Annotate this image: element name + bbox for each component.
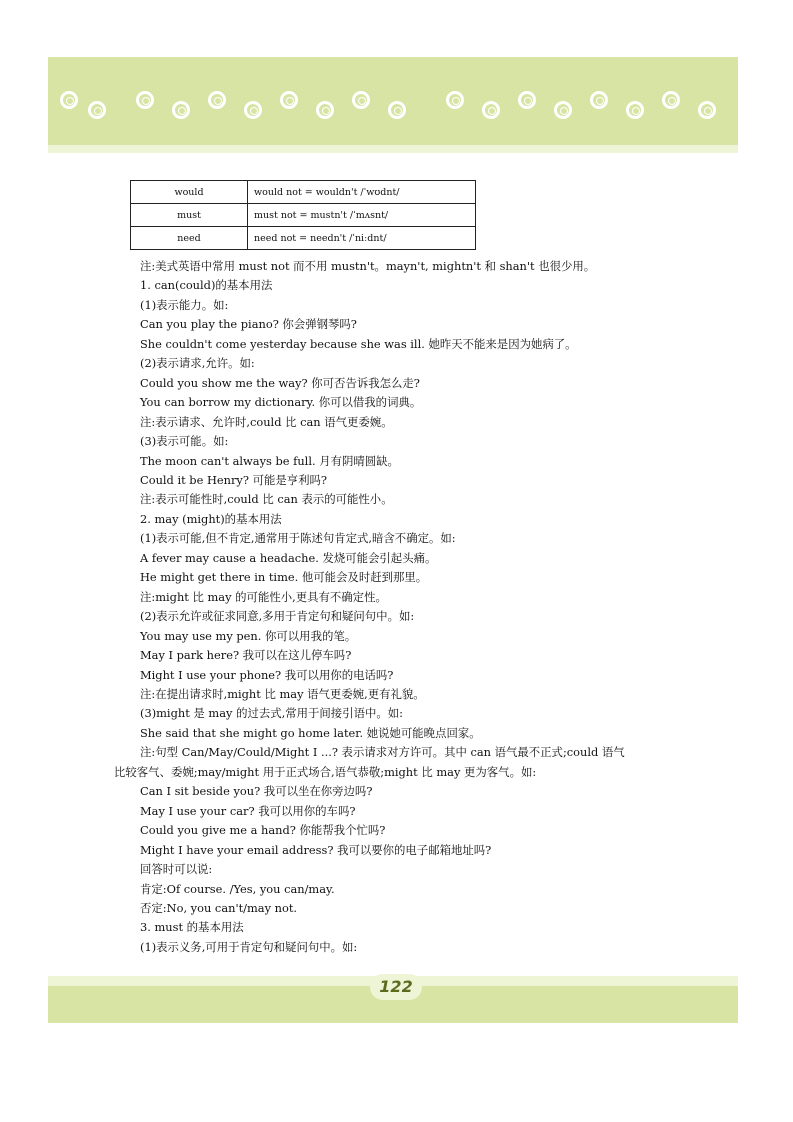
- table-cell-negative: would not = wouldn't /ˈwʊdnt/: [248, 181, 476, 204]
- ring-ornament: [136, 91, 154, 109]
- ring-ornament: [482, 101, 500, 119]
- text-line: May I use your car? 我可以用你的车吗?: [140, 803, 356, 818]
- table-cell-modal: must: [131, 204, 248, 227]
- text-line: 注:在提出请求时,might 比 may 语气更委婉,更有礼貌。: [140, 686, 425, 701]
- text-line: 1. can(could)的基本用法: [140, 278, 273, 293]
- ring-ornament: [208, 91, 226, 109]
- modal-negative-table: [130, 180, 476, 250]
- text-line: 回答时可以说:: [140, 862, 213, 877]
- text-line: 注:might 比 may 的可能性小,更具有不确定性。: [140, 589, 387, 604]
- text-line: May I park here? 我可以在这儿停车吗?: [140, 648, 352, 663]
- header-strip: [48, 145, 738, 153]
- text-line: Might I use your phone? 我可以用你的电话吗?: [140, 667, 394, 682]
- ring-ornament: [388, 101, 406, 119]
- ring-ornament: [352, 91, 370, 109]
- text-line: 否定:No, you can't/may not.: [140, 900, 298, 915]
- table-cell-negative: need not = needn't /ˈniːdnt/: [248, 227, 476, 250]
- text-line: (1)表示义务,可用于肯定句和疑问句中。如:: [140, 939, 358, 954]
- text-line: Might I have your email address? 我可以要你的电子邮箱地址吗?: [140, 842, 492, 857]
- text-line: He might get there in time. 他可能会及时赶到那里。: [140, 570, 428, 585]
- ring-ornament: [172, 101, 190, 119]
- text-line: 注:美式英语中常用 must not 而不用 mustn't。mayn't, mightn't 和 shan't 也很少用。: [140, 259, 596, 273]
- text-line: Can I sit beside you? 我可以坐在你旁边吗?: [140, 784, 373, 799]
- text-line: (3)might 是 may 的过去式,常用于间接引语中。如:: [140, 706, 403, 721]
- table-row: [131, 227, 476, 250]
- ring-ornament: [554, 101, 572, 119]
- ring-ornament: [60, 91, 78, 109]
- table-cell-modal: need: [131, 227, 248, 250]
- text-line: She said that she might go home later. 她说她可能晚点回家。: [140, 725, 481, 740]
- text-line: (2)表示允许或征求同意,多用于肯定句和疑问句中。如:: [140, 609, 415, 624]
- ring-ornament: [316, 101, 334, 119]
- table-row: [131, 181, 476, 204]
- text-line: (1)表示能力。如:: [140, 297, 229, 312]
- text-line: You may use my pen. 你可以用我的笔。: [140, 628, 357, 643]
- text-line: 3. must 的基本用法: [140, 920, 244, 935]
- ring-ornament: [662, 91, 680, 109]
- body-text: [114, 257, 700, 957]
- ring-ornament: [518, 91, 536, 109]
- table-cell-modal: would: [131, 181, 248, 204]
- ring-ornament: [446, 91, 464, 109]
- text-line: 注:表示请求、允许时,could 比 can 语气更委婉。: [140, 414, 393, 429]
- text-line: Could you show me the way? 你可否告诉我怎么走?: [140, 375, 420, 390]
- text-line: (3)表示可能。如:: [140, 434, 229, 449]
- text-line: 比较客气、委婉;may/might 用于正式场合,语气恭敬;might 比 may 更为客气。如:: [114, 764, 537, 779]
- text-line: 肯定:Of course. /Yes, you can/may.: [140, 881, 335, 896]
- text-line: 注:表示可能性时,could 比 can 表示的可能性小。: [140, 492, 393, 507]
- page-number: 122: [370, 974, 422, 1000]
- text-line: Could you give me a hand? 你能帮我个忙吗?: [140, 823, 386, 838]
- table-cell-negative: must not = mustn't /ˈmʌsnt/: [248, 204, 476, 227]
- ring-ornament: [698, 101, 716, 119]
- text-line: Could it be Henry? 可能是亨利吗?: [140, 472, 328, 487]
- ring-ornament: [280, 91, 298, 109]
- text-line: 注:句型 Can/May/Could/Might I ...? 表示请求对方许可。其中 can 语气最不正式;could 语气: [140, 745, 625, 760]
- text-line: 2. may (might)的基本用法: [140, 511, 282, 526]
- ring-ornament: [88, 101, 106, 119]
- text-line: (2)表示请求,允许。如:: [140, 356, 255, 371]
- ring-ornament: [244, 101, 262, 119]
- text-line: She couldn't come yesterday because she was ill. 她昨天不能来是因为她病了。: [140, 336, 577, 351]
- ring-ornament: [626, 101, 644, 119]
- text-line: The moon can't always be full. 月有阴晴圆缺。: [140, 453, 399, 468]
- text-line: (1)表示可能,但不肯定,通常用于陈述句肯定式,暗含不确定。如:: [140, 531, 456, 546]
- header-banner: [48, 57, 738, 145]
- ring-ornament: [590, 91, 608, 109]
- text-line: A fever may cause a headache. 发烧可能会引起头痛。: [140, 550, 437, 565]
- text-line: You can borrow my dictionary. 你可以借我的词典。: [140, 395, 422, 410]
- text-line: Can you play the piano? 你会弹钢琴吗?: [140, 317, 357, 332]
- table-row: [131, 204, 476, 227]
